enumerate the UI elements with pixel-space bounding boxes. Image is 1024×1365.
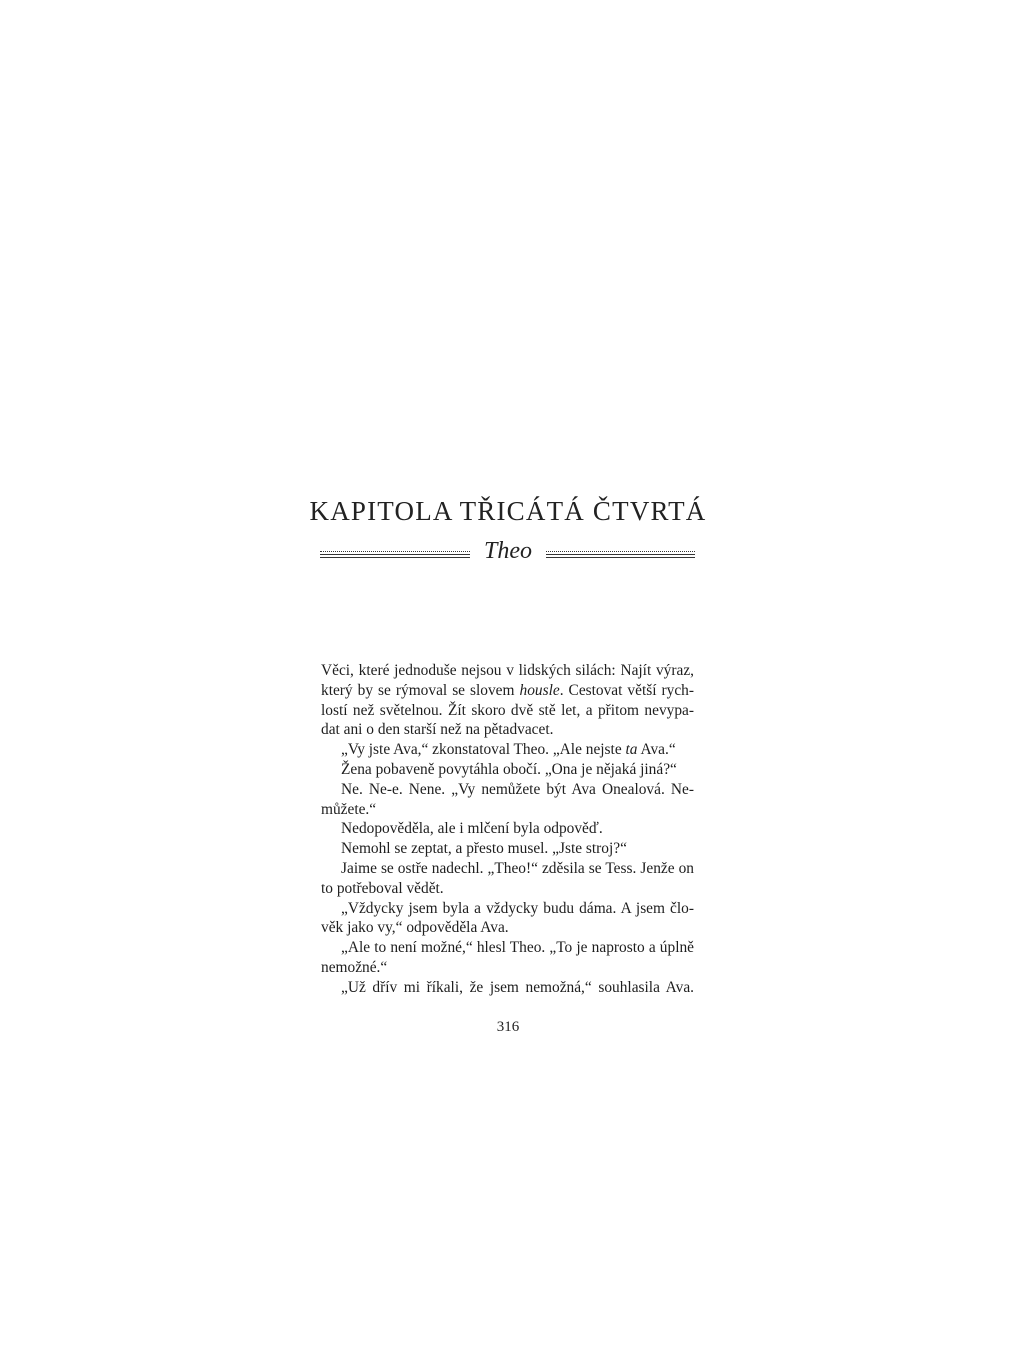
text-line: nemožné.“ [321, 958, 388, 976]
text-line: který by se rýmoval se slovem housle. Cestovat větší rych- [321, 681, 694, 699]
text-line: Ne. Ne-e. Nene. „Vy nemůžete být Ava Onealová. Ne- [341, 780, 694, 798]
right-ornament-rule [546, 551, 695, 560]
text-line: dat ani o den starší než na pětadvacet. [321, 721, 554, 739]
chapter-body-text [321, 661, 694, 998]
left-ornament-rule [320, 551, 470, 560]
text-line: Jaime se ostře nadechl. „Theo!“ zděsila se Tess. Jenže on [341, 859, 694, 877]
chapter-subtitle-row [320, 536, 695, 570]
chapter-subtitle: Theo [484, 538, 532, 564]
chapter-title: KAPITOLA TŘICÁTÁ ČTVRTÁ [309, 496, 707, 526]
text-line: „Ale to není možné,“ hlesl Theo. „To je naprosto a úplně [341, 939, 694, 957]
text-line: „Vy jste Ava,“ zkonstatoval Theo. „Ale nejste ta Ava.“ [341, 741, 676, 759]
text-line: „Už dřív mi říkali, že jsem nemožná,“ souhlasila Ava. [341, 978, 694, 996]
text-line: můžete.“ [321, 800, 377, 818]
text-line: Žena pobaveně povytáhla obočí. „Ona je nějaká jiná?“ [341, 760, 677, 778]
text-line: věk jako vy,“ odpověděla Ava. [321, 919, 509, 937]
text-line: Nedopověděla, ale i mlčení byla odpověď. [341, 820, 603, 838]
text-line: Nemohl se zeptat, a přesto musel. „Jste stroj?“ [341, 840, 627, 858]
text-line: Věci, které jednoduše nejsou v lidských silách: Najít výraz, [321, 662, 694, 679]
text-line: „Vždycky jsem byla a vždycky budu dáma. A jsem člo- [341, 899, 694, 917]
page-number: 316 [496, 1019, 520, 1035]
text-line: lostí než světelnou. Žít skoro dvě stě let, a přitom nevypa- [321, 701, 694, 719]
text-line: to potřeboval vědět. [321, 879, 444, 897]
